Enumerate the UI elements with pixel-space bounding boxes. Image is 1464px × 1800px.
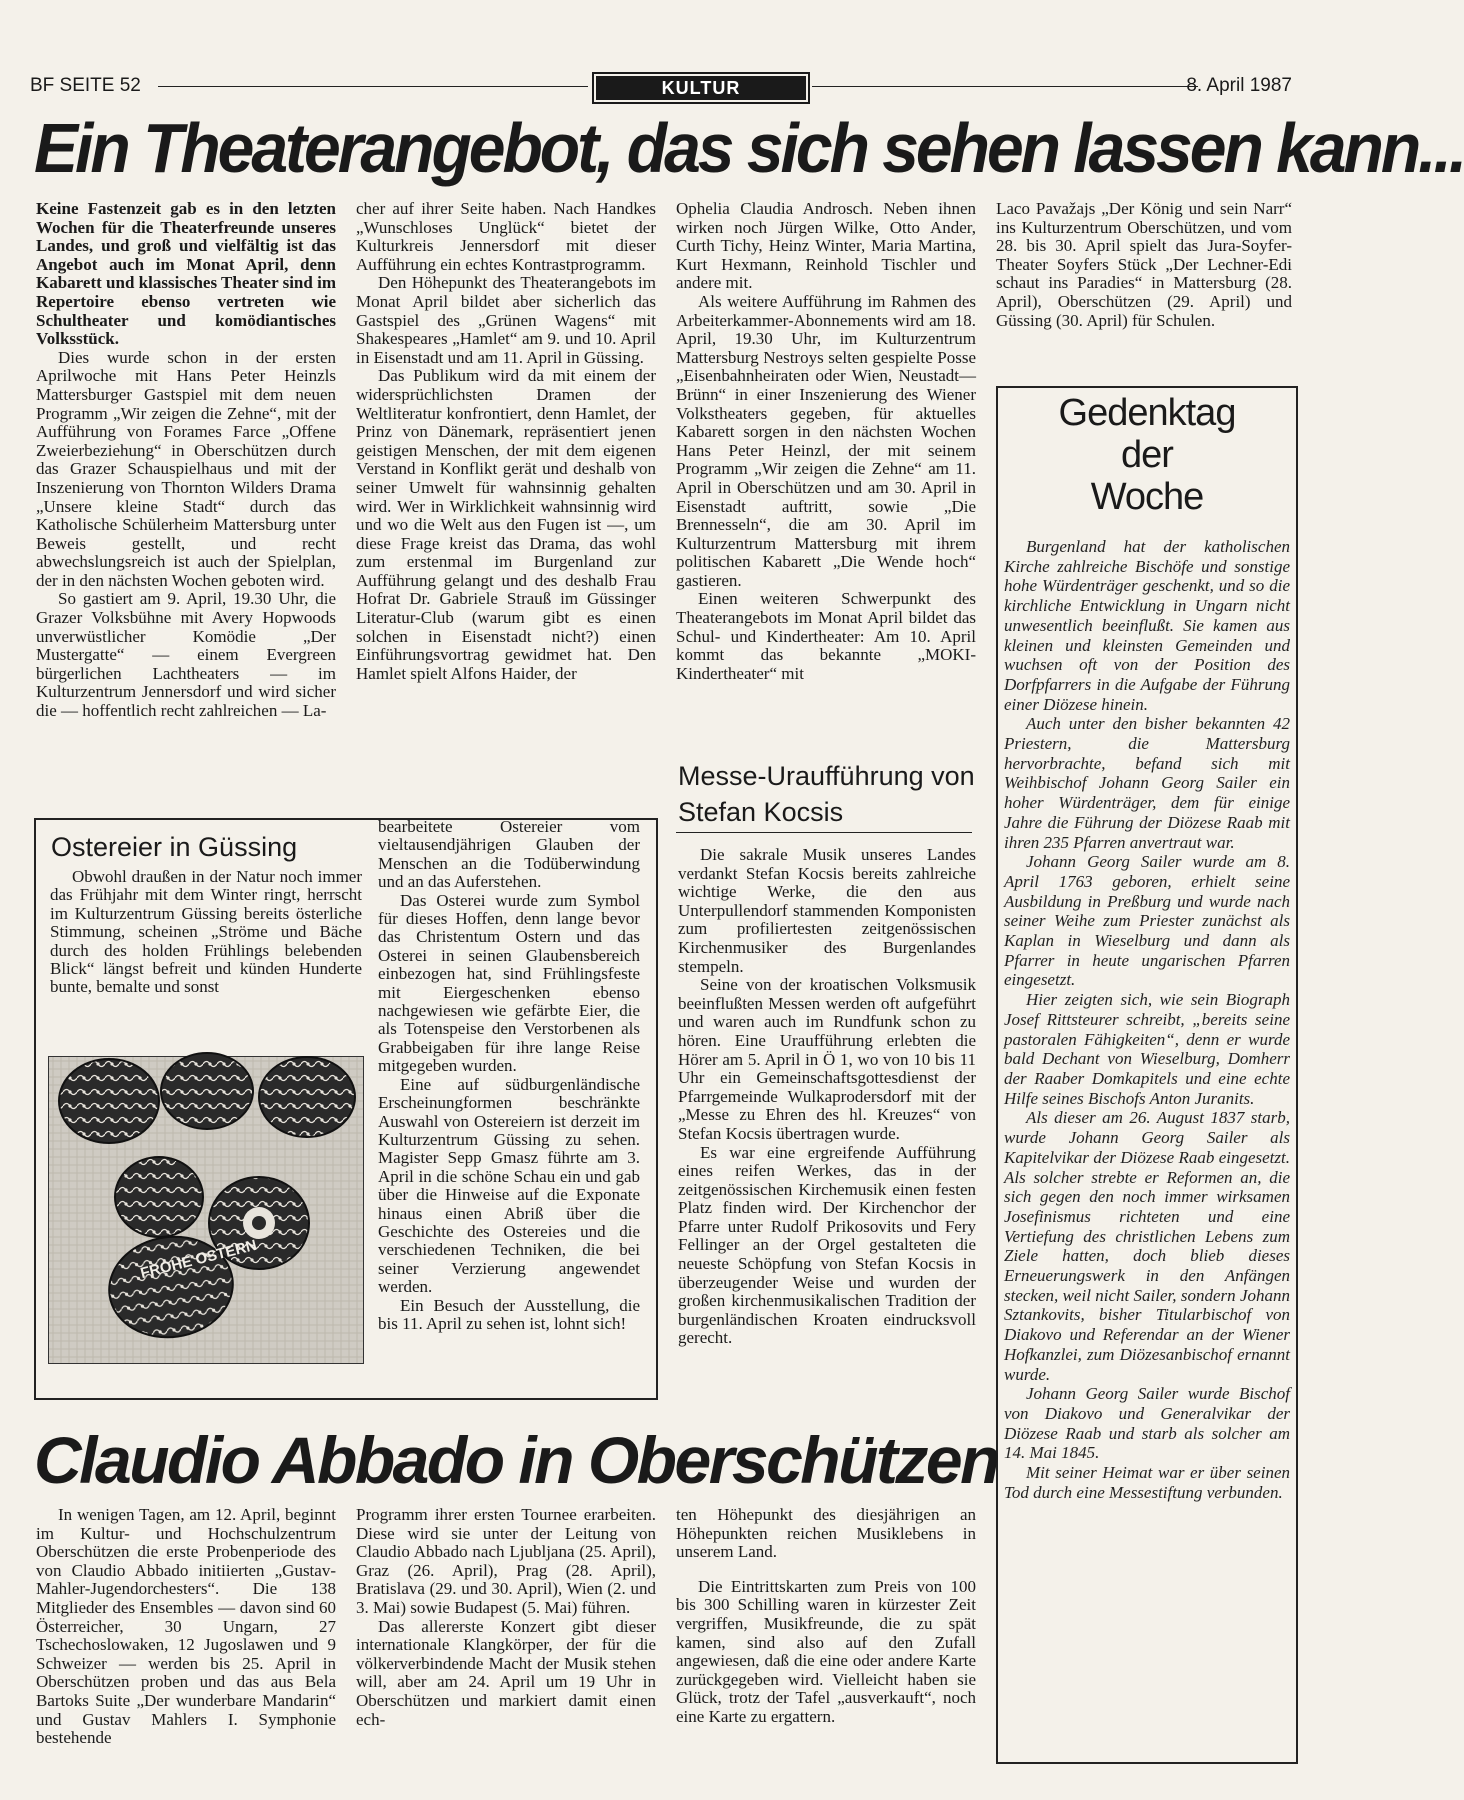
paragraph: Obwohl draußen in der Natur noch immer das Frühjahr mit dem Winter ringt, herrscht im Kulturzentrum Güssing bereits österliche Stimmung, scheinen „Ströme und Bäche durch des holden Frühlings belebenden Blick“ längst befreit und künden Hunderte bunte, bemalte und sonst bbox=[50, 867, 362, 997]
paragraph: Laco Pavažajs „Der König und sein Narr“ ins Kulturzentrum Oberschützen, und vom 28. bis 30. April spielt das Jura-Soyfer-Theater Soyfers Stück „Der Lechner-Edi schaut ins Paradies“ in Mattersburg (28. April), Oberschützen (29. April) und Güssing (30. April) für Schulen. bbox=[996, 199, 1292, 330]
gedenktag-title-line1: Gedenktag bbox=[1058, 392, 1236, 434]
paragraph: Dies wurde schon in der ersten Aprilwoche mit Hans Peter Heinzls Mattersburger Gastspiel mit dem neuen Programm „Wir zeigen die Zehne“, mit der Aufführung von Forames Farce „Offene Zweierbeziehung“ in Oberschützen durch das Grazer Schauspielhaus und mit der Inszenierung von Thornton Wilders Drama „Unsere kleine Stadt“ durch das Katholische Schülerheim Mattersburg unter Beweis gestellt, und recht abwechslungsreich ist auch der Spielplan, der in den nächsten Wochen geboten wird. bbox=[36, 347, 336, 590]
paragraph: Ein Besuch der Ausstellung, die bis 11. April zu sehen ist, lohnt sich! bbox=[378, 1295, 640, 1333]
theater-column-2 bbox=[356, 200, 656, 683]
abbado-column-1 bbox=[36, 1506, 336, 1748]
paragraph: Seine von der kroatischen Volksmusik beeinflußten Messen werden oft aufgeführt und waren auch im Rundfunk schon zu hören. Eine Uraufführung erlebten die Hörer am 5. April in Ö 1, wo von 10 bis 11 Uhr ein Gemeinschaftsgottesdienst der Pfarrgemeinde Wulkaprodersdorf mit der „Messe zu Ehren des hl. Kreuzes“ von Stefan Kocsis übertragen wurde. bbox=[678, 975, 976, 1143]
abbado-headline: Claudio Abbado in Oberschützen bbox=[34, 1423, 998, 1497]
paragraph: Johann Georg Sailer wurde am 8. April 1763 geboren, erhielt seine Ausbildung in Preßburg und wurde nach seiner Weihe zum Priester zunächst als Kaplan in Wieselburg und dann als Pfarrer in heute ungarischen Pfarren eingesetzt. bbox=[1004, 852, 1290, 990]
paragraph: bearbeitete Ostereier vom vieltausendjährigen Glauben der Menschen an die Todüberwindung und an das Auferstehen. bbox=[378, 817, 640, 892]
header-rule-right bbox=[812, 86, 1198, 87]
paragraph: Es war eine ergreifende Aufführung eines reifen Werkes, das in der zeitgenössischen Kirchemusik einen festen Platz finden wird. Der Kirchenchor der Pfarre unter Rudolf Prikosovits und Fery Fellinger an der Orgel gestalteten die neueste Schöpfung von Stefan Kocsis in überzeugender Weise und wurden der großen kirchenmusikalischen Tradition der burgenländischen Kroaten eindrucksvoll gerecht. bbox=[678, 1142, 976, 1348]
paragraph: Das Osterei wurde zum Symbol für dieses Hoffen, denn lange bevor das Christentum Ostern und das Osterei in seinen Glaubensbereich einbezogen hat, sind Frühlingsfeste mit Eiergeschenken ebenso nachgewiesen wie gefärbte Eier, die als Totenspeise den Verstorbenen als Grabbeigaben für ihre lange Reise mitgegeben wurden. bbox=[378, 890, 640, 1076]
gedenktag-column bbox=[1004, 537, 1290, 1502]
ostereier-column-2 bbox=[378, 818, 640, 1333]
ostereier-box bbox=[34, 818, 658, 1400]
page-header bbox=[30, 72, 1292, 100]
theater-column-3 bbox=[676, 200, 976, 683]
abbado-column-3 bbox=[676, 1506, 976, 1727]
gedenktag-box bbox=[996, 386, 1298, 524]
messe-headline: Messe-Uraufführung von Stefan Kocsis bbox=[678, 761, 975, 827]
paragraph: ten Höhepunkt des diesjährigen an Höhepunkten reichen Musiklebens in unserem Land. bbox=[676, 1505, 976, 1562]
paragraph: So gastiert am 9. April, 19.30 Uhr, die Grazer Volksbühne mit Avery Hopwoods unverwüstlicher Komödie „Der Mustergatte“ — einem Evergreen bürgerlichen Lachtheaters — im Kulturzentrum Jennersdorf und wird sicher die — hoffentlich recht zahlreichen — La- bbox=[36, 589, 336, 721]
paragraph: Ophelia Claudia Androsch. Neben ihnen wirken noch Jürgen Wilke, Otto Ander, Curth Tichy, Heinz Winter, Maria Martina, Kurt Hexmann, Reinhold Tischler und andere mit. bbox=[676, 199, 976, 293]
paragraph: Hier zeigten sich, wie sein Biograph Josef Rittsteurer schreibt, „bereits seine pastoralen Fähigkeiten“, denn er wurde bald Dechant von Wieselburg, Domherr der Raaber Domkapitels und eine echte Hilfe seines Bischofs Anton Juranits. bbox=[1004, 990, 1290, 1108]
egg-top-right bbox=[259, 1057, 355, 1137]
paragraph: Auch unter den bisher bekannten 42 Priestern, die Mattersburg hervorbrachte, befand sich mit Weihbischof Johann Georg Sailer ein hoher Würdenträger, dem für einige Jahre die Führung der Diözese Raab mit ihren 235 Pfarren anvertraut war. bbox=[1004, 714, 1290, 852]
paragraph: Mit seiner Heimat war er über seinen Tod durch eine Messestiftung verbunden. bbox=[1004, 1463, 1290, 1502]
paragraph: Eine auf südburgenländische Erscheinungformen beschränkte Auswahl von Ostereiern ist derzeit im Kulturzentrum Güssing zu sehen. Magister Sepp Gmasz führte am 3. April in die schöne Schau ein und gab über die Hinweise auf die Exponate hinaus einen Abriß über die Geschichte des Ostereies und die verschiedenen Techniken, die bei seiner Verzierung angewendet werden. bbox=[378, 1074, 640, 1297]
paragraph: Die sakrale Musik unseres Landes verdankt Stefan Kocsis bereits zahlreiche wichtige Werke, die den aus Unterpullendorf stammenden Komponisten zum profiliertesten zeitgenössischen Kirchenmusiker des Burgenlandes stempeln. bbox=[678, 845, 976, 976]
issue-date: 8. April 1987 bbox=[1186, 75, 1292, 96]
easter-eggs-illustration bbox=[49, 1057, 363, 1363]
egg-inscription: FROHE OSTERN bbox=[138, 1236, 259, 1283]
theater-column-1 bbox=[36, 200, 336, 721]
paragraph: Als dieser am 26. August 1837 starb, wurde Johann Georg Sailer als Kapitelvikar der Diözese Raab eingesetzt. Als solcher strebte er Reformen an, die sich gegen den noch immer wirksamen Josefinismus richteten und eine Vertiefung des christlichen Lebens zum Ziele hatten, doch blieb dieses Erneuerungswerk in den Anfängen stecken, weil nicht Sailer, sondern Johann Sztankovits, bisher Titularbischof von Diakovo und Referendar an der Wiener Hofkanzlei, zum Diözesanbischof ernannt wurde. bbox=[1004, 1108, 1290, 1384]
ostereier-title: Ostereier in Güssing bbox=[51, 832, 298, 862]
paragraph: Programm ihrer ersten Tournee erarbeiten. Diese wird sie unter der Leitung von Claudio Abbado nach Ljubljana (25. April), Graz (26. April), Prag (28. April), Bratislava (29. und 30. April), Wien (2. und 3. Mai) sowie Budapest (5. Mai) führen. bbox=[356, 1505, 656, 1617]
theater-headline: Ein Theaterangebot, das sich sehen lassen kann... bbox=[34, 109, 1464, 187]
egg-top-middle bbox=[161, 1053, 253, 1129]
paragraph: Einen weiteren Schwerpunkt des Theaterangebots im Monat April bildet das Schul- und Kindertheater: Am 10. April kommt das bekannte „MOKI-Kindertheater“ mit bbox=[676, 589, 976, 683]
easter-eggs-photo bbox=[48, 1056, 364, 1364]
page-label: BF SEITE 52 bbox=[30, 75, 141, 96]
paragraph: Das allererste Konzert gibt dieser internationale Klangkörper, der für die völkerverbindende Macht der Musik stehen will, aber am 24. April um 19 Uhr in Oberschützen und markiert damit einen ech- bbox=[356, 1616, 656, 1729]
paragraph: Als weitere Aufführung im Rahmen des Arbeiterkammer-Abonnements wird am 18. April, 19.30 Uhr, im Kulturzentrum Mattersburg Nestroys selten gespielte Posse „Eisenbahnheiraten oder Wien, Neustadt—Brünn“ in einer Inszenierung des Wiener Volkstheaters gegeben, für aktuelles Kabarett sorgen in den nächsten Wochen Hans Peter Heinzl, der mit seinem Programm „Wir zeigen die Zehne“ am 11. April in Oberschützen und am 30. April in Eisenstadt auftritt, sowie „Die Brennesseln“, die am 30. April im Kulturzentrum Mattersburg mit ihrem politischen Kabarett „Die Wende hoch“ gastieren. bbox=[676, 291, 976, 590]
egg-middle-left bbox=[115, 1157, 203, 1237]
paragraph: Burgenland hat der katholischen Kirche zahlreiche Bischöfe und sonstige hohe Würdenträger geschenkt, und so die kirchliche Entwicklung in Ungarn nicht unwesentlich beeinflußt. Sie kamen aus kleinen und kleinsten Gemeinden und wuchsen oft von der Position des Dorfpfarrers in die Aufgabe der Führung einer Diözese hinein. bbox=[1004, 537, 1290, 714]
paragraph: Das Publikum wird da mit einem der widersprüchlichsten Dramen der Weltliteratur konfrontiert, denn Hamlet, der Prinz von Dänemark, repräsentiert jenen geistigen Menschen, der mit dem eigenen Verstand in Konflikt gerät und deshalb von seiner Umwelt für wahnsinnig gehalten wird. Wer in Wirklichkeit wahnsinnig wird und wo die Welt aus den Fugen ist —, um diese Frage kreist das Drama, das wohl zum erstenmal im Burgenland zur Aufführung gelangt und des deshalb Frau Hofrat Dr. Gabriele Strauß im Güssinger Literatur-Club (warum gibt es einen solchen in Eisenstadt nicht?) einen Einführungsvortrag gewidmet hat. Den Hamlet spielt Alfons Haider, der bbox=[356, 366, 656, 683]
ostereier-column-1 bbox=[50, 868, 362, 997]
section-label: KULTUR bbox=[592, 72, 810, 104]
paragraph: Den Höhepunkt des Theaterangebots im Monat April bildet aber sicherlich das Gastspiel des „Grünen Wagens“ mit Shakespeares „Hamlet“ am 9. und 10. April in Eisenstadt und am 11. April in Güssing. bbox=[356, 273, 656, 367]
paragraph: Die Eintrittskarten zum Preis von 100 bis 300 Schilling waren in kürzester Zeit vergriffen, Musikfreunde, die zu spät kamen, sind also auf den Zufall angewiesen, daß die eine oder andere Karte zurückgegeben wird. Vielleicht haben sie Glück, trotz der Tafel „ausverkauft“, noch eine Karte zu ergattern. bbox=[676, 1576, 976, 1726]
paragraph: cher auf ihrer Seite haben. Nach Handkes „Wunschloses Unglück“ bietet der Kulturkreis Jennersdorf mit dieser Aufführung ein echtes Kontrastprogramm. bbox=[356, 199, 656, 274]
gedenktag-title-line2: der bbox=[1121, 434, 1173, 476]
theater-column-4 bbox=[996, 200, 1292, 330]
header-rule-left bbox=[158, 86, 588, 87]
paragraph: In wenigen Tagen, am 12. April, beginnt im Kultur- und Hochschulzentrum Oberschützen die erste Probenperiode des von Claudio Abbado initiierten „Gustav-Mahler-Jugendorchesters“. Die 138 Mitglieder des Ensembles — davon sind 60 Österreicher, 30 Ungarn, 27 Tschechoslowaken, 12 Jugoslawen und 9 Schweizer — werden bis 25. April in Oberschützen proben und das aus Bela Bartoks Suite „Der wunderbare Mandarin“ und Gustav Mahlers I. Symphonie bestehende bbox=[36, 1505, 336, 1748]
abbado-column-2 bbox=[356, 1506, 656, 1729]
theater-lead: Keine Fastenzeit gab es in den letzten Wochen für die Theaterfreunde unseres Landes, und groß und vielfältig ist das Angebot auch im Monat April, denn Kabarett und klassisches Theater sind im Repertoire ebenso vertreten wie Schultheater und komödiantisches Volksstück. bbox=[36, 199, 336, 349]
egg-top-left bbox=[59, 1059, 159, 1143]
gedenktag-title-line3: Woche bbox=[1090, 476, 1204, 518]
paragraph: Johann Georg Sailer wurde Bischof von Diakovo und Generalvikar der Diözese Raab und starb als solcher am 14. Mai 1845. bbox=[1004, 1384, 1290, 1463]
messe-column bbox=[678, 846, 976, 1348]
messe-headline-rule bbox=[676, 832, 972, 833]
